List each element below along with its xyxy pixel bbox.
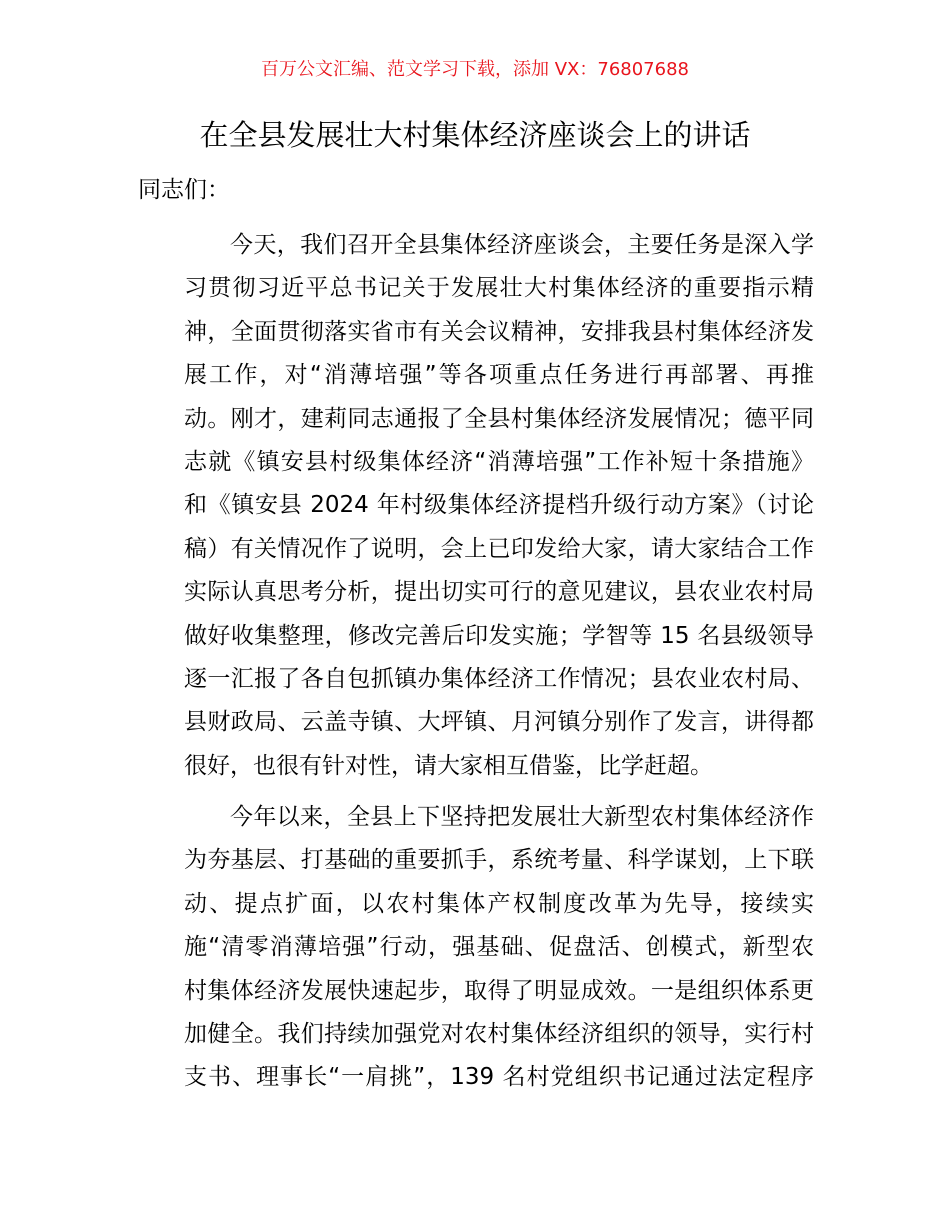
paragraph-1-line: 今天，我们召开全县集体经济座谈会，主要任务是深入学 [230,232,814,258]
paragraph-2-line: 施“清零消薄培强”行动，强基础、促盘活、创模式，新型农 [184,934,814,961]
document-title: 在全县发展壮大村集体经济座谈会上的讲话 [199,118,751,152]
paragraph-1-line: 习贯彻习近平总书记关于发展壮大村集体经济的重要指示精 [184,275,814,302]
paragraph-1-line: 和《镇安县 2024 年村级集体经济提档升级行动方案》（讨论 [184,492,814,519]
paragraph-1-line: 展工作，对“消薄培强”等各项重点任务进行再部署、再推 [184,362,814,389]
paragraph-2-line: 为夯基层、打基础的重要抓手，系统考量、科学谋划，上下联 [184,847,814,874]
paragraph-1-line: 神，全面贯彻落实省市有关会议精神，安排我县村集体经济发 [184,318,814,345]
paragraph-1-line: 做好收集整理，修改完善后印发实施；学智等 15 名县级领导 [184,622,814,649]
paragraph-2-line: 加健全。我们持续加强党对农村集体经济组织的领导，实行村 [184,1021,814,1048]
paragraph-1-line: 逐一汇报了各自包抓镇办集体经济工作情况；县农业农村局、 [184,666,814,693]
paragraph-1-line: 动。刚才，建莉同志通报了全县村集体经济发展情况；德平同 [184,405,814,432]
paragraph-2-line: 动、提点扩面，以农村集体产权制度改革为先导，接续实 [184,890,814,917]
paragraph-1 [138,224,814,788]
paragraph-1-line: 稿）有关情况作了说明，会上已印发给大家，请大家结合工作 [184,535,814,562]
paragraph-2-line: 今年以来，全县上下坚持把发展壮大新型农村集体经济作 [230,804,814,830]
paragraph-2 [138,796,814,1100]
paragraph-1-line: 县财政局、云盖寺镇、大坪镇、月河镇分别作了发言，讲得都 [184,709,814,736]
paragraph-2-line: 村集体经济发展快速起步，取得了明显成效。一是组织体系更 [184,977,814,1004]
salutation: 同志们： [138,177,230,203]
paragraph-1-line: 很好，也很有针对性，请大家相互借鉴，比学赶超。 [184,752,713,779]
paragraph-2-line: 支书、理事长“一肩挑”，139 名村党组织书记通过法定程序 [184,1064,814,1091]
header-note: 百万公文汇编、范文学习下载，添加 VX：76807688 [261,59,689,80]
paragraph-1-line: 志就《镇安县村级集体经济“消薄培强”工作补短十条措施》 [184,449,814,476]
paragraph-1-line: 实际认真思考分析，提出切实可行的意见建议，县农业农村局 [184,579,814,606]
